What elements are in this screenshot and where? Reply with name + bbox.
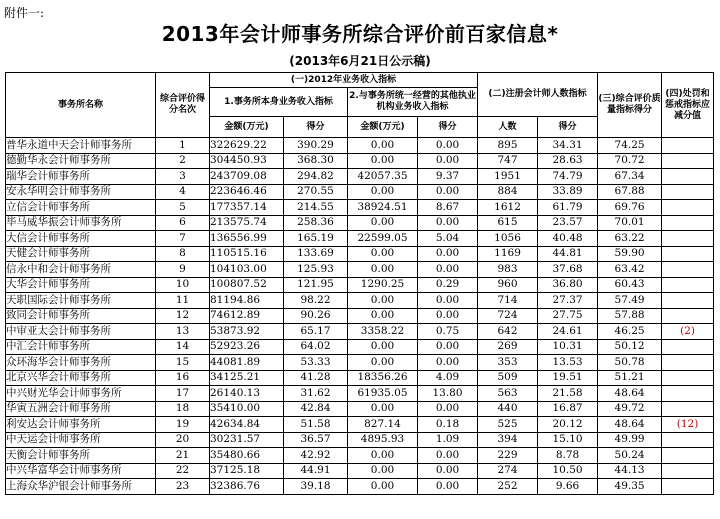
penalty-cell (662, 277, 714, 293)
table-row (6, 432, 714, 448)
table-row (6, 138, 714, 154)
persons-cell: 353 (478, 355, 538, 371)
quality-cell: 60.43 (598, 277, 662, 293)
penalty-cell (662, 200, 714, 216)
own-score-cell: 42.92 (284, 448, 348, 464)
network-amount-cell: 0.00 (348, 339, 418, 355)
own-amount-cell: 30231.57 (210, 432, 284, 448)
network-score-cell: 0.00 (418, 448, 478, 464)
network-score-cell: 0.75 (418, 324, 478, 340)
persons-cell: 1169 (478, 246, 538, 262)
own-amount-cell: 42634.84 (210, 417, 284, 433)
own-amount-cell: 52923.26 (210, 339, 284, 355)
quality-cell: 57.49 (598, 293, 662, 309)
network-amount-cell: 0.00 (348, 479, 418, 495)
firm-name-cell: 毕马威华振会计师事务所 (6, 215, 156, 231)
firm-name-cell: 天健会计师事务所 (6, 246, 156, 262)
own-score-cell: 125.93 (284, 262, 348, 278)
rank-cell: 22 (156, 463, 210, 479)
network-amount-cell: 0.00 (348, 184, 418, 200)
firm-name-cell: 致同会计师事务所 (6, 308, 156, 324)
quality-cell: 48.64 (598, 386, 662, 402)
penalty-cell (662, 231, 714, 247)
firm-name-cell: 众环海华会计师事务所 (6, 355, 156, 371)
firm-name-cell: 上海众华沪银会计师事务所 (6, 479, 156, 495)
own-score-cell: 270.55 (284, 184, 348, 200)
own-amount-cell: 26140.13 (210, 386, 284, 402)
own-amount-cell: 100807.52 (210, 277, 284, 293)
quality-cell: 63.42 (598, 262, 662, 278)
persons-cell: 509 (478, 370, 538, 386)
header-cpa-group: (二)注册会计师人数指标 (478, 73, 598, 117)
document-subtitle: (2013年6月21日公示稿) (289, 54, 431, 68)
cpa-score-cell: 44.81 (538, 246, 598, 262)
rank-cell: 8 (156, 246, 210, 262)
quality-cell: 67.34 (598, 169, 662, 185)
network-score-cell: 0.00 (418, 293, 478, 309)
network-score-cell: 0.00 (418, 215, 478, 231)
table-row (6, 339, 714, 355)
rank-cell: 7 (156, 231, 210, 247)
rank-cell: 12 (156, 308, 210, 324)
table-row (6, 277, 714, 293)
network-amount-cell: 42057.35 (348, 169, 418, 185)
network-score-cell: 0.00 (418, 479, 478, 495)
own-amount-cell: 32386.76 (210, 479, 284, 495)
quality-cell: 57.88 (598, 308, 662, 324)
own-score-cell: 39.18 (284, 479, 348, 495)
cpa-score-cell: 9.66 (538, 479, 598, 495)
cpa-score-cell: 16.87 (538, 401, 598, 417)
persons-cell: 274 (478, 463, 538, 479)
table-row (6, 448, 714, 464)
firm-name-cell: 中汇会计师事务所 (6, 339, 156, 355)
ranking-table (5, 72, 714, 495)
table-row (6, 401, 714, 417)
network-score-cell: 0.00 (418, 153, 478, 169)
persons-cell: 1612 (478, 200, 538, 216)
penalty-cell (662, 432, 714, 448)
table-row (6, 153, 714, 169)
persons-cell: 394 (478, 432, 538, 448)
persons-cell: 960 (478, 277, 538, 293)
cpa-score-cell: 40.48 (538, 231, 598, 247)
rank-cell: 10 (156, 277, 210, 293)
penalty-cell (662, 262, 714, 278)
cpa-score-cell: 13.53 (538, 355, 598, 371)
table-row (6, 386, 714, 402)
network-amount-cell: 22599.05 (348, 231, 418, 247)
table-row (6, 169, 714, 185)
cpa-score-cell: 8.78 (538, 448, 598, 464)
own-amount-cell: 81194.86 (210, 293, 284, 309)
network-score-cell: 0.00 (418, 308, 478, 324)
penalty-cell (662, 479, 714, 495)
table-row (6, 479, 714, 495)
cpa-score-cell: 33.89 (538, 184, 598, 200)
rank-cell: 4 (156, 184, 210, 200)
penalty-cell (662, 246, 714, 262)
own-score-cell: 65.17 (284, 324, 348, 340)
persons-cell: 1951 (478, 169, 538, 185)
quality-cell: 48.64 (598, 417, 662, 433)
own-score-cell: 294.82 (284, 169, 348, 185)
network-amount-cell: 0.00 (348, 401, 418, 417)
rank-cell: 11 (156, 293, 210, 309)
penalty-cell (662, 308, 714, 324)
table-row (6, 200, 714, 216)
rank-cell: 14 (156, 339, 210, 355)
cpa-score-cell: 34.31 (538, 138, 598, 154)
firm-name-cell: 德勤华永会计师事务所 (6, 153, 156, 169)
cpa-score-cell: 21.58 (538, 386, 598, 402)
rank-cell: 5 (156, 200, 210, 216)
firm-name-cell: 天衡会计师事务所 (6, 448, 156, 464)
quality-cell: 69.76 (598, 200, 662, 216)
network-score-cell: 0.00 (418, 262, 478, 278)
own-score-cell: 90.26 (284, 308, 348, 324)
firm-name-cell: 中审亚太会计师事务所 (6, 324, 156, 340)
cpa-score-cell: 23.57 (538, 215, 598, 231)
network-score-cell: 0.00 (418, 246, 478, 262)
own-amount-cell: 177357.14 (210, 200, 284, 216)
firm-name-cell: 大信会计师事务所 (6, 231, 156, 247)
firm-name-cell: 天职国际会计师事务所 (6, 293, 156, 309)
network-amount-cell: 827.14 (348, 417, 418, 433)
quality-cell: 50.12 (598, 339, 662, 355)
table-row (6, 293, 714, 309)
persons-cell: 525 (478, 417, 538, 433)
own-score-cell: 214.55 (284, 200, 348, 216)
own-amount-cell: 223646.46 (210, 184, 284, 200)
own-amount-cell: 35480.66 (210, 448, 284, 464)
quality-cell: 74.25 (598, 138, 662, 154)
firm-name-cell: 中兴财光华会计师事务所 (6, 386, 156, 402)
header-cpa-score: 得分 (538, 117, 598, 138)
cpa-score-cell: 27.37 (538, 293, 598, 309)
own-score-cell: 390.29 (284, 138, 348, 154)
rank-cell: 9 (156, 262, 210, 278)
persons-cell: 642 (478, 324, 538, 340)
quality-cell: 59.90 (598, 246, 662, 262)
firm-name-cell: 立信会计师事务所 (6, 200, 156, 216)
network-score-cell: 0.00 (418, 463, 478, 479)
cpa-score-cell: 37.68 (538, 262, 598, 278)
network-score-cell: 0.29 (418, 277, 478, 293)
persons-cell: 229 (478, 448, 538, 464)
network-amount-cell: 38924.51 (348, 200, 418, 216)
cpa-score-cell: 10.50 (538, 463, 598, 479)
penalty-cell: (2) (662, 324, 714, 340)
penalty-cell (662, 401, 714, 417)
table-row (6, 184, 714, 200)
firm-name-cell: 信永中和会计师事务所 (6, 262, 156, 278)
header-own-score: 得分 (284, 117, 348, 138)
header-revenue-group: (一)2012年业务收入指标 (210, 73, 478, 88)
firm-name-cell: 安永华明会计师事务所 (6, 184, 156, 200)
header-network-score: 得分 (418, 117, 478, 138)
rank-cell: 16 (156, 370, 210, 386)
network-amount-cell: 0.00 (348, 246, 418, 262)
rank-cell: 3 (156, 169, 210, 185)
network-score-cell: 0.00 (418, 138, 478, 154)
network-score-cell: 0.00 (418, 184, 478, 200)
quality-cell: 49.99 (598, 432, 662, 448)
quality-cell: 67.88 (598, 184, 662, 200)
rank-cell: 6 (156, 215, 210, 231)
own-score-cell: 36.57 (284, 432, 348, 448)
own-amount-cell: 35410.00 (210, 401, 284, 417)
network-amount-cell: 61935.05 (348, 386, 418, 402)
own-score-cell: 41.28 (284, 370, 348, 386)
own-score-cell: 258.36 (284, 215, 348, 231)
header-quality: (三)综合评价质量指标得分 (598, 73, 662, 138)
own-score-cell: 368.30 (284, 153, 348, 169)
own-amount-cell: 37125.18 (210, 463, 284, 479)
network-amount-cell: 1290.25 (348, 277, 418, 293)
header-network-revenue: 2.与事务所统一经营的其他执业机构业务收入指标 (348, 88, 478, 117)
persons-cell: 615 (478, 215, 538, 231)
rank-cell: 20 (156, 432, 210, 448)
penalty-cell: (12) (662, 417, 714, 433)
table-row (6, 324, 714, 340)
cpa-score-cell: 27.75 (538, 308, 598, 324)
quality-cell: 49.35 (598, 479, 662, 495)
own-amount-cell: 213575.74 (210, 215, 284, 231)
table-row (6, 308, 714, 324)
network-amount-cell: 0.00 (348, 138, 418, 154)
header-network-amount: 金额(万元) (348, 117, 418, 138)
attachment-label: 附件一: (4, 6, 45, 20)
network-amount-cell: 0.00 (348, 448, 418, 464)
rank-cell: 21 (156, 448, 210, 464)
table-row (6, 246, 714, 262)
firm-name-cell: 北京兴华会计师事务所 (6, 370, 156, 386)
persons-cell: 724 (478, 308, 538, 324)
penalty-cell (662, 448, 714, 464)
penalty-cell (662, 355, 714, 371)
rank-cell: 2 (156, 153, 210, 169)
penalty-cell (662, 138, 714, 154)
persons-cell: 269 (478, 339, 538, 355)
network-amount-cell: 18356.26 (348, 370, 418, 386)
cpa-score-cell: 24.61 (538, 324, 598, 340)
cpa-score-cell: 20.12 (538, 417, 598, 433)
own-score-cell: 44.91 (284, 463, 348, 479)
persons-cell: 747 (478, 153, 538, 169)
table-row (6, 215, 714, 231)
table-row (6, 463, 714, 479)
persons-cell: 563 (478, 386, 538, 402)
network-score-cell: 8.67 (418, 200, 478, 216)
penalty-cell (662, 293, 714, 309)
persons-cell: 714 (478, 293, 538, 309)
quality-cell: 51.21 (598, 370, 662, 386)
rank-cell: 15 (156, 355, 210, 371)
penalty-cell (662, 153, 714, 169)
firm-name-cell: 利安达会计师事务所 (6, 417, 156, 433)
persons-cell: 895 (478, 138, 538, 154)
network-amount-cell: 0.00 (348, 355, 418, 371)
cpa-score-cell: 19.51 (538, 370, 598, 386)
network-amount-cell: 3358.22 (348, 324, 418, 340)
own-score-cell: 51.58 (284, 417, 348, 433)
quality-cell: 63.22 (598, 231, 662, 247)
cpa-score-cell: 74.79 (538, 169, 598, 185)
quality-cell: 50.78 (598, 355, 662, 371)
table-row (6, 355, 714, 371)
quality-cell: 70.01 (598, 215, 662, 231)
network-amount-cell: 0.00 (348, 308, 418, 324)
penalty-cell (662, 339, 714, 355)
rank-cell: 13 (156, 324, 210, 340)
own-score-cell: 64.02 (284, 339, 348, 355)
own-amount-cell: 243709.08 (210, 169, 284, 185)
penalty-cell (662, 370, 714, 386)
quality-cell: 49.72 (598, 401, 662, 417)
own-amount-cell: 110515.16 (210, 246, 284, 262)
own-amount-cell: 74612.89 (210, 308, 284, 324)
network-score-cell: 5.04 (418, 231, 478, 247)
cpa-score-cell: 28.63 (538, 153, 598, 169)
rank-cell: 18 (156, 401, 210, 417)
header-own-amount: 金额(万元) (210, 117, 284, 138)
network-score-cell: 4.09 (418, 370, 478, 386)
firm-name-cell: 普华永道中天会计师事务所 (6, 138, 156, 154)
persons-cell: 440 (478, 401, 538, 417)
firm-name-cell: 华寅五洲会计师事务所 (6, 401, 156, 417)
network-amount-cell: 0.00 (348, 293, 418, 309)
persons-cell: 1056 (478, 231, 538, 247)
firm-name-cell: 大华会计师事务所 (6, 277, 156, 293)
firm-name-cell: 瑞华会计师事务所 (6, 169, 156, 185)
own-amount-cell: 34125.21 (210, 370, 284, 386)
header-penalty: (四)处罚和惩戒指标应减分值 (662, 73, 714, 138)
own-score-cell: 42.84 (284, 401, 348, 417)
network-score-cell: 13.80 (418, 386, 478, 402)
own-score-cell: 98.22 (284, 293, 348, 309)
own-amount-cell: 53873.92 (210, 324, 284, 340)
persons-cell: 884 (478, 184, 538, 200)
quality-cell: 46.25 (598, 324, 662, 340)
penalty-cell (662, 463, 714, 479)
own-amount-cell: 304450.93 (210, 153, 284, 169)
own-score-cell: 133.69 (284, 246, 348, 262)
header-persons: 人数 (478, 117, 538, 138)
quality-cell: 50.24 (598, 448, 662, 464)
rank-cell: 1 (156, 138, 210, 154)
network-score-cell: 0.00 (418, 401, 478, 417)
penalty-cell (662, 169, 714, 185)
own-amount-cell: 44081.89 (210, 355, 284, 371)
cpa-score-cell: 15.10 (538, 432, 598, 448)
firm-name-cell: 中兴华富华会计师事务所 (6, 463, 156, 479)
table-row (6, 262, 714, 278)
cpa-score-cell: 10.31 (538, 339, 598, 355)
network-score-cell: 1.09 (418, 432, 478, 448)
network-score-cell: 0.18 (418, 417, 478, 433)
network-amount-cell: 4895.93 (348, 432, 418, 448)
table-row (6, 370, 714, 386)
header-firm-name: 事务所名称 (6, 73, 156, 138)
network-score-cell: 0.00 (418, 339, 478, 355)
rank-cell: 19 (156, 417, 210, 433)
quality-cell: 44.13 (598, 463, 662, 479)
network-amount-cell: 0.00 (348, 463, 418, 479)
quality-cell: 70.72 (598, 153, 662, 169)
own-score-cell: 31.62 (284, 386, 348, 402)
persons-cell: 252 (478, 479, 538, 495)
table-row (6, 231, 714, 247)
own-amount-cell: 104103.00 (210, 262, 284, 278)
rank-cell: 23 (156, 479, 210, 495)
own-score-cell: 121.95 (284, 277, 348, 293)
network-score-cell: 0.00 (418, 355, 478, 371)
cpa-score-cell: 61.79 (538, 200, 598, 216)
header-rank: 综合评价得分名次 (156, 73, 210, 138)
network-score-cell: 9.37 (418, 169, 478, 185)
penalty-cell (662, 184, 714, 200)
table-row (6, 417, 714, 433)
cpa-score-cell: 36.80 (538, 277, 598, 293)
own-amount-cell: 136556.99 (210, 231, 284, 247)
header-own-revenue: 1.事务所本身业务收入指标 (210, 88, 348, 117)
firm-name-cell: 中天运会计师事务所 (6, 432, 156, 448)
document-title: 2013年会计师事务所综合评价前百家信息* (161, 22, 559, 46)
penalty-cell (662, 386, 714, 402)
penalty-cell (662, 215, 714, 231)
rank-cell: 17 (156, 386, 210, 402)
own-amount-cell: 322629.22 (210, 138, 284, 154)
own-score-cell: 165.19 (284, 231, 348, 247)
network-amount-cell: 0.00 (348, 153, 418, 169)
network-amount-cell: 0.00 (348, 262, 418, 278)
own-score-cell: 53.33 (284, 355, 348, 371)
persons-cell: 983 (478, 262, 538, 278)
network-amount-cell: 0.00 (348, 215, 418, 231)
